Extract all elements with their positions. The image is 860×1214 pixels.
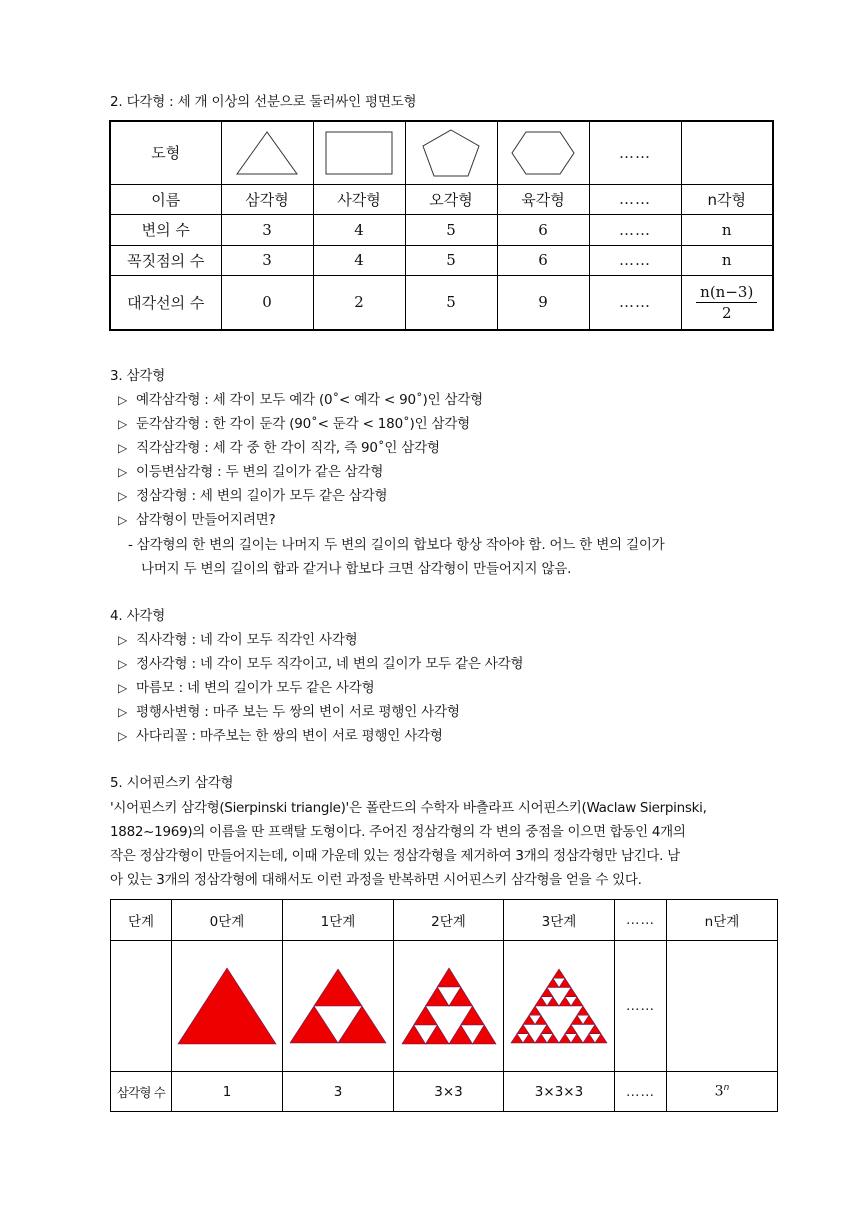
ellipsis: …… — [615, 1072, 667, 1112]
sierpinski-sub-triangle — [589, 1025, 601, 1034]
ellipsis: …… — [589, 184, 681, 214]
sierpinski-sub-triangle — [571, 1015, 583, 1024]
list-item-text: 이등변삼각형 : 두 변의 길이가 같은 삼각형 — [136, 464, 384, 480]
empty-cell — [667, 941, 778, 1072]
sierpinski-sub-triangle — [523, 1034, 535, 1043]
sierpinski-sub-triangle — [449, 987, 473, 1006]
list-item — [118, 462, 383, 482]
section2-heading: 2. 다각형 : 세 개 이상의 선분으로 둘러싸인 평면도형 — [110, 94, 417, 110]
row-label: 이름 — [110, 184, 221, 214]
cell: 3 — [221, 245, 313, 275]
bullet-icon: ▷ — [118, 681, 128, 695]
list-item-text: 삼각형이 만들어지려면? — [136, 512, 276, 528]
header-cell: 2단계 — [394, 900, 504, 941]
sierpinski-sub-triangle — [559, 1034, 571, 1043]
count-cell: 3×3×3 — [504, 1072, 615, 1112]
section5-heading: 5. 시어핀스키 삼각형 — [110, 775, 234, 791]
sierpinski-triangle-1-icon — [289, 967, 387, 1045]
sierpinski-sub-triangle — [178, 968, 276, 1044]
list-item-text: 정삼각형 : 세 변의 길이가 모두 같은 삼각형 — [136, 488, 388, 504]
sierpinski-sub-triangle — [559, 978, 571, 987]
sierpinski-sub-triangle — [460, 1006, 484, 1025]
cell: 3 — [221, 214, 313, 245]
sierpinski-sub-triangle — [425, 1025, 449, 1044]
ellipsis: …… — [589, 245, 681, 275]
sierpinski-sub-triangle — [547, 1034, 559, 1043]
sierpinski-sub-triangle — [413, 1006, 437, 1025]
sierpinski-sub-triangle — [559, 997, 571, 1006]
empty-cell — [111, 941, 172, 1072]
ellipsis: …… — [589, 275, 681, 330]
cell: 4 — [313, 214, 405, 245]
list-item-text: 직사각형 : 네 각이 모두 직각인 사각형 — [136, 632, 358, 648]
triangle-icon — [221, 121, 313, 184]
cell: 오각형 — [405, 184, 497, 214]
sierpinski-sub-triangle — [535, 1034, 547, 1043]
header-cell: 1단계 — [283, 900, 394, 941]
list-item — [118, 438, 440, 458]
list-item — [118, 390, 483, 410]
paragraph-line: 아 있는 3개의 정삼각형에 대해서도 이런 과정을 반복하면 시어핀스키 삼각형을 얻을 수 있다. — [110, 872, 642, 888]
row-label: 대각선의 수 — [110, 275, 221, 330]
count-cell: 3×3 — [394, 1072, 504, 1112]
sierpinski-sub-triangle — [541, 1025, 553, 1034]
sierpinski-sub-triangle — [571, 1034, 583, 1043]
cell: n각형 — [681, 184, 773, 214]
sierpinski-sub-triangle — [583, 1015, 595, 1024]
note-line: - 삼각형의 한 변의 길이는 나머지 두 변의 길이의 합보다 항상 작아야 함. 어느 한 변의 길이가 — [128, 537, 665, 553]
table-row — [110, 121, 773, 184]
list-item — [118, 654, 523, 674]
sierpinski-sub-triangle — [511, 1034, 523, 1043]
paragraph-line: 1882~1969)의 이름을 딴 프랙탈 도형이다. 주어진 정삼각형의 각 변의 중점을 이으면 합동인 4개의 — [110, 824, 686, 840]
list-item — [118, 486, 387, 506]
sierpinski-sub-triangle — [553, 969, 565, 978]
sierpinski-level-1 — [283, 941, 394, 1072]
count-cell-power — [667, 1072, 778, 1112]
header-cell: 3단계 — [504, 900, 615, 941]
polygon-table — [109, 120, 774, 331]
cell: 9 — [497, 275, 589, 330]
ellipsis: …… — [589, 214, 681, 245]
cell: 사각형 — [313, 184, 405, 214]
formula-numerator: n(n−3) — [696, 283, 757, 303]
bullet-icon: ▷ — [118, 489, 128, 503]
sierpinski-sub-triangle — [472, 1025, 496, 1044]
sierpinski-level-3 — [504, 941, 615, 1072]
bullet-icon: ▷ — [118, 465, 128, 479]
hexagon-icon — [497, 121, 589, 184]
sierpinski-level-0 — [172, 941, 283, 1072]
power-exponent: n — [723, 1083, 730, 1094]
sierpinski-triangle-0-icon — [177, 966, 277, 1046]
power-base: 3 — [714, 1083, 724, 1100]
sierpinski-sub-triangle — [338, 1006, 386, 1043]
table-row — [110, 275, 773, 330]
formula-denominator: 2 — [721, 303, 732, 322]
sierpinski-level-2 — [394, 941, 504, 1072]
bullet-icon: ▷ — [118, 729, 128, 743]
list-item-text: 직각삼각형 : 세 각 중 한 각이 직각, 즉 90˚인 삼각형 — [136, 440, 440, 456]
diagonal-formula — [681, 275, 773, 330]
table-row — [110, 245, 773, 275]
bullet-icon: ▷ — [118, 705, 128, 719]
sierpinski-sub-triangle — [517, 1025, 529, 1034]
list-item-text: 평행사변형 : 마주 보는 두 쌍의 변이 서로 평행인 사각형 — [136, 704, 460, 720]
sierpinski-sub-triangle — [535, 997, 547, 1006]
paragraph-line: '시어핀스키 삼각형(Sierpinski triangle)'은 폴란드의 수학자 바츨라프 시어핀스키(Waclaw Sierpinski, — [110, 800, 707, 816]
section3-heading: 3. 삼각형 — [110, 368, 166, 384]
header-cell: 단계 — [111, 900, 172, 941]
table-row — [111, 900, 778, 941]
square-icon — [313, 121, 405, 184]
sierpinski-sub-triangle — [541, 988, 553, 997]
pentagon-icon — [405, 121, 497, 184]
cell: 삼각형 — [221, 184, 313, 214]
row-label: 삼각형 수 — [111, 1072, 172, 1112]
list-item-text: 마름모 : 네 변의 길이가 모두 같은 사각형 — [136, 680, 375, 696]
sierpinski-sub-triangle — [437, 968, 461, 987]
count-cell: 1 — [172, 1072, 283, 1112]
list-item-text: 정사각형 : 네 각이 모두 직각이고, 네 변의 길이가 모두 같은 사각형 — [136, 656, 524, 672]
bullet-icon: ▷ — [118, 393, 128, 407]
sierpinski-sub-triangle — [449, 1025, 473, 1044]
section4-heading: 4. 사각형 — [110, 608, 166, 624]
cell: 0 — [221, 275, 313, 330]
list-item — [118, 678, 374, 698]
sierpinski-sub-triangle — [290, 1006, 338, 1043]
sierpinski-sub-triangle — [402, 1025, 426, 1044]
sierpinski-sub-triangle — [571, 997, 583, 1006]
sierpinski-sub-triangle — [583, 1034, 595, 1043]
cell: 4 — [313, 245, 405, 275]
list-item — [118, 702, 460, 722]
empty-cell — [681, 121, 773, 184]
sierpinski-triangle-2-icon — [401, 966, 497, 1046]
count-cell: 3 — [283, 1072, 394, 1112]
table-row — [111, 1072, 778, 1112]
sierpinski-triangle-3-icon — [510, 967, 608, 1045]
cell: 5 — [405, 245, 497, 275]
sierpinski-sub-triangle — [535, 1015, 547, 1024]
cell: 2 — [313, 275, 405, 330]
cell: 5 — [405, 214, 497, 245]
cell: 6 — [497, 214, 589, 245]
sierpinski-sub-triangle — [425, 987, 449, 1006]
header-cell: n단계 — [667, 900, 778, 941]
cell: n — [681, 214, 773, 245]
table-row — [110, 184, 773, 214]
table-row — [111, 941, 778, 1072]
ellipsis: …… — [615, 900, 667, 941]
list-item-text: 사다리꼴 : 마주보는 한 쌍의 변이 서로 평행인 사각형 — [136, 728, 443, 744]
bullet-icon: ▷ — [118, 657, 128, 671]
paragraph-line: 작은 정삼각형이 만들어지는데, 이때 가운데 있는 정삼각형을 제거하여 3개의 정삼각형만 남긴다. 남 — [110, 848, 680, 864]
sierpinski-sub-triangle — [547, 997, 559, 1006]
sierpinski-sub-triangle — [595, 1034, 607, 1043]
header-cell: 0단계 — [172, 900, 283, 941]
ellipsis: …… — [615, 941, 667, 1072]
list-item-text: 예각삼각형 : 세 각이 모두 예각 (0˚< 예각 < 90˚)인 삼각형 — [136, 392, 484, 408]
ellipsis: …… — [589, 121, 681, 184]
list-item — [118, 630, 358, 650]
row-label: 꼭짓점의 수 — [110, 245, 221, 275]
list-item — [118, 726, 443, 746]
sierpinski-sub-triangle — [565, 1025, 577, 1034]
list-item — [118, 414, 470, 434]
cell: 6 — [497, 245, 589, 275]
cell: 육각형 — [497, 184, 589, 214]
note-line: 나머지 두 변의 길이의 합과 같거나 합보다 크면 삼각형이 만들어지지 않음. — [141, 561, 572, 577]
bullet-icon: ▷ — [118, 513, 128, 527]
bullet-icon: ▷ — [118, 417, 128, 431]
bullet-icon: ▷ — [118, 633, 128, 647]
sierpinski-sub-triangle — [529, 1006, 541, 1015]
bullet-icon: ▷ — [118, 441, 128, 455]
sierpinski-table — [110, 899, 778, 1112]
sierpinski-sub-triangle — [314, 969, 362, 1006]
table-row — [110, 214, 773, 245]
cell: n — [681, 245, 773, 275]
sierpinski-sub-triangle — [523, 1015, 535, 1024]
list-item-text: 둔각삼각형 : 한 각이 둔각 (90˚< 둔각 < 180˚)인 삼각형 — [136, 416, 471, 432]
sierpinski-sub-triangle — [547, 978, 559, 987]
sierpinski-sub-triangle — [565, 988, 577, 997]
cell: 5 — [405, 275, 497, 330]
sierpinski-sub-triangle — [577, 1006, 589, 1015]
list-item — [118, 510, 275, 530]
row-label: 도형 — [110, 121, 221, 184]
row-label: 변의 수 — [110, 214, 221, 245]
